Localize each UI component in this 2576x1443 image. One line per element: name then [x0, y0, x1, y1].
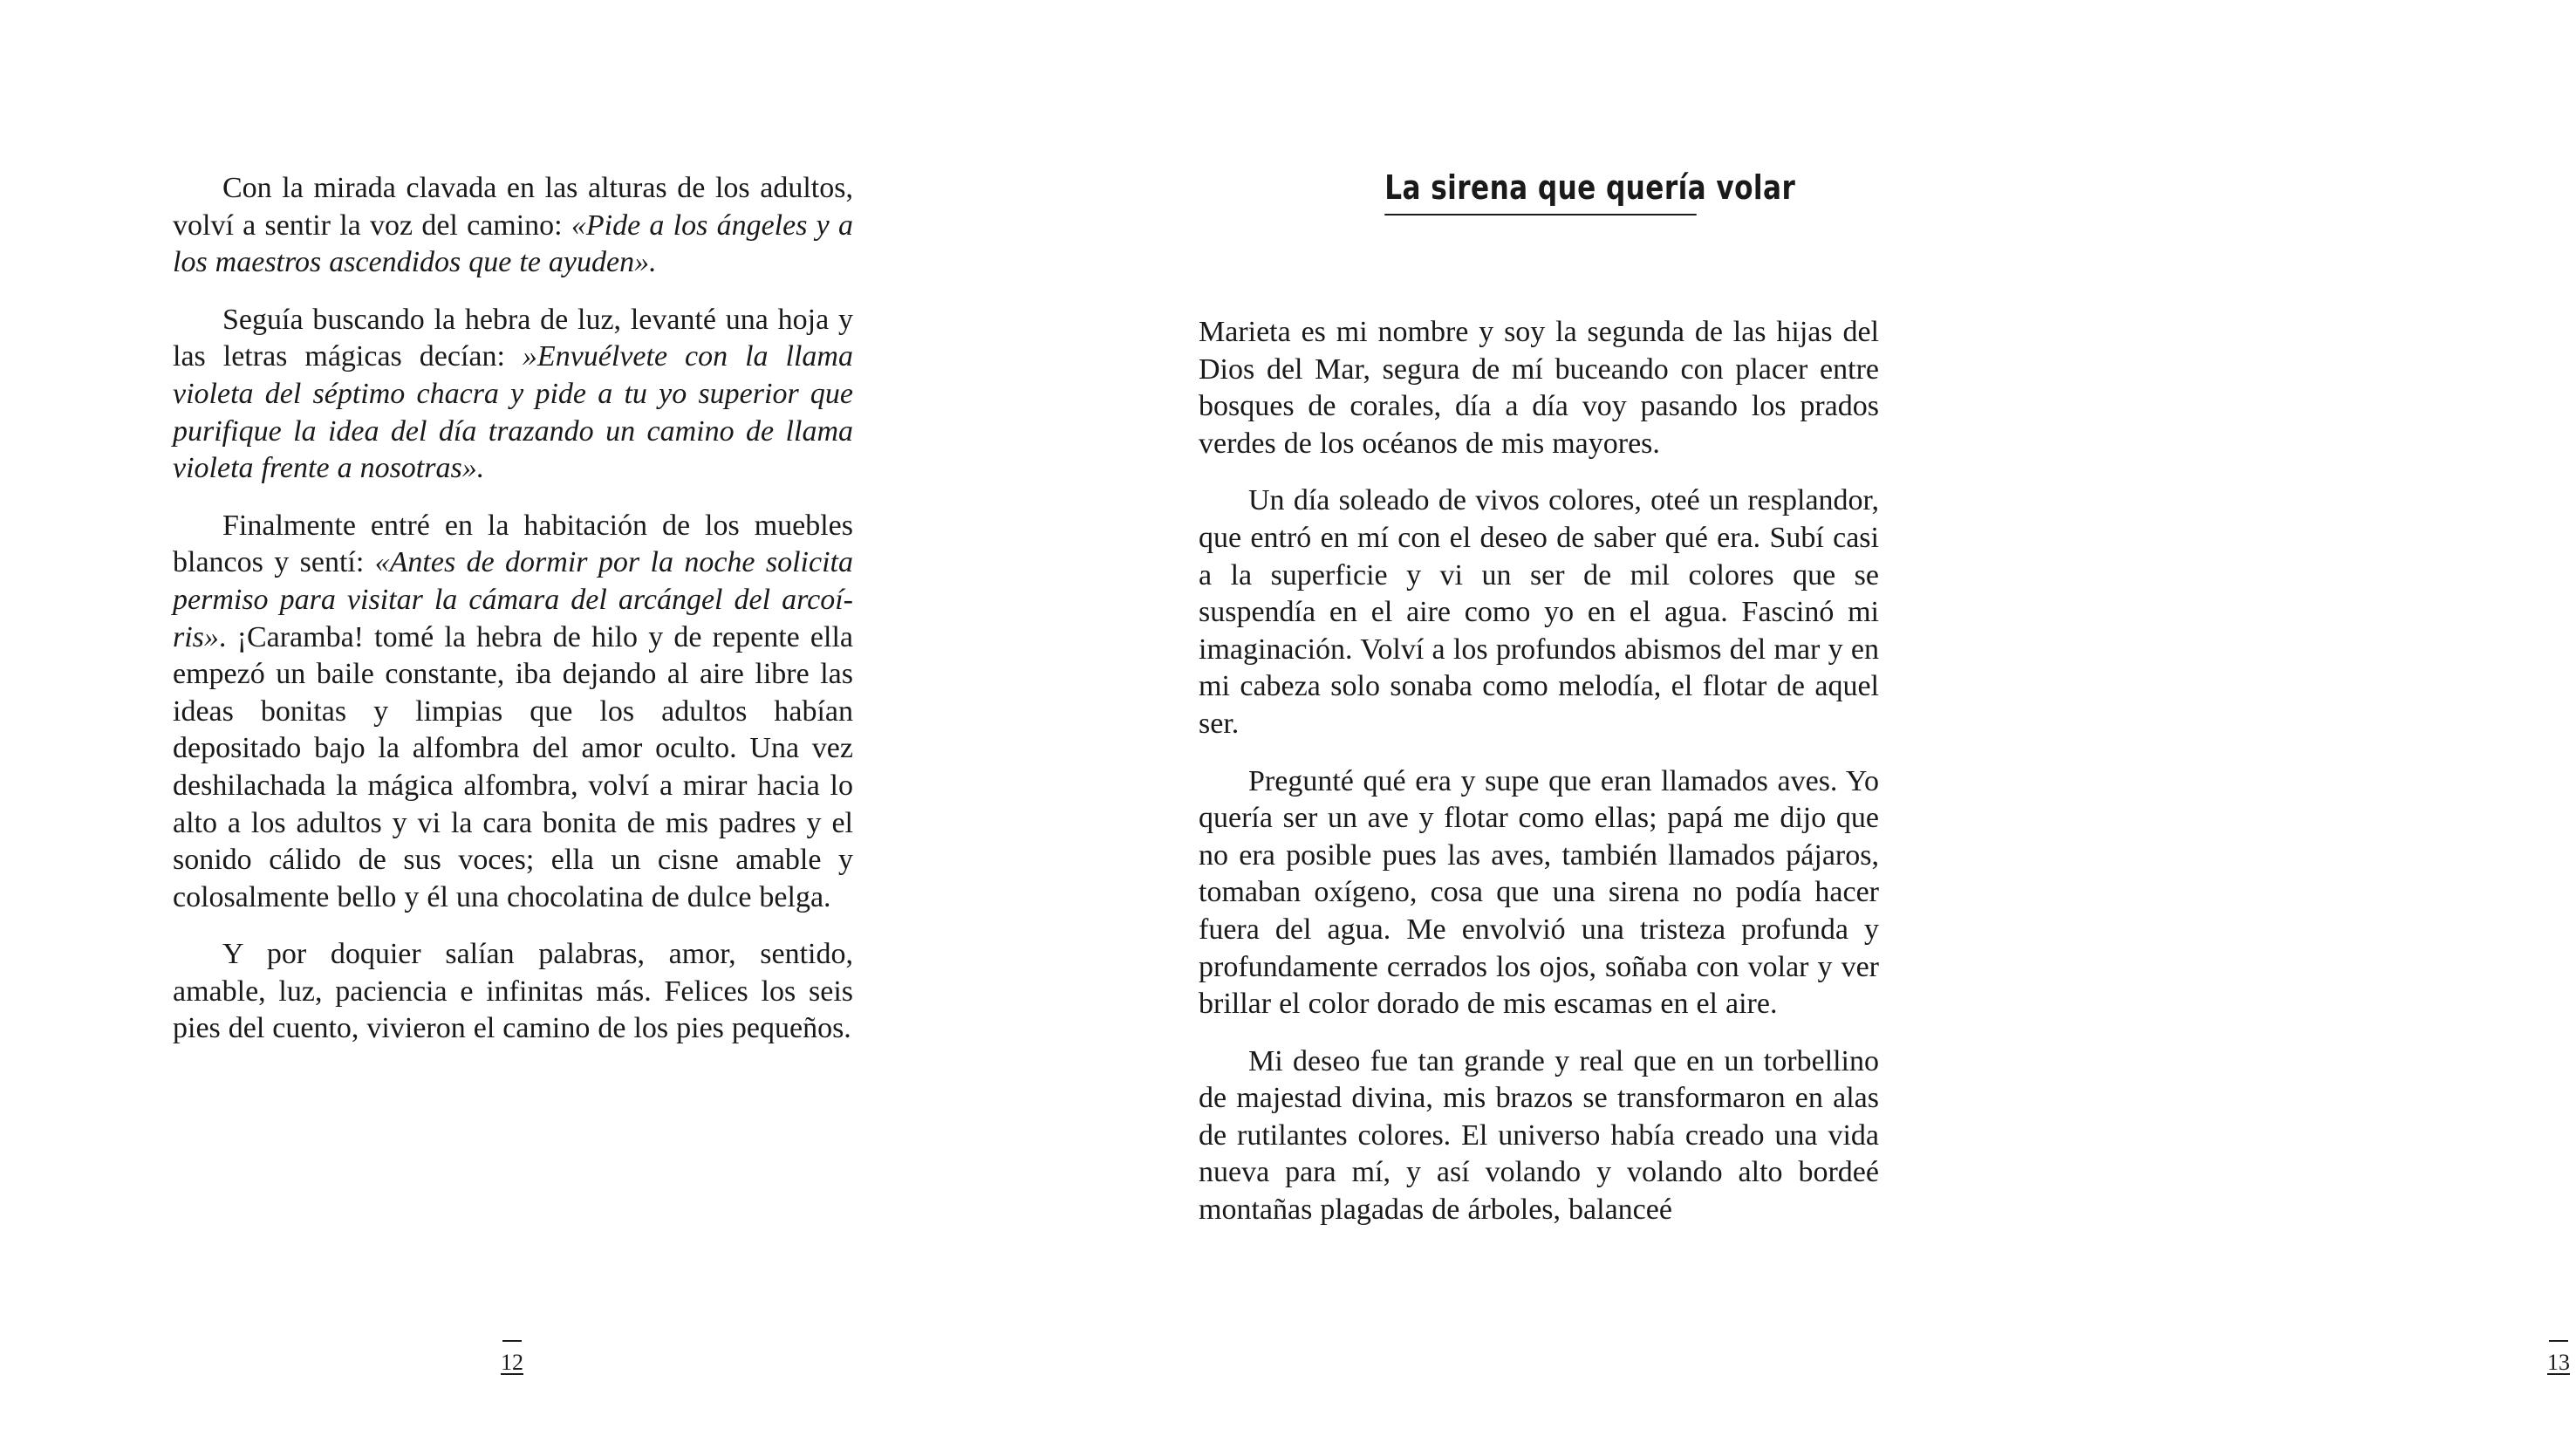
- paragraph: [173, 508, 853, 917]
- left-body-text: [173, 170, 853, 1068]
- paragraph: [173, 302, 853, 488]
- text-run: Y por doquier salían palabras, amor, sentido, amable, luz, paciencia e infinitas más. Felices los seis pies del cuento, vivieron el camino de los pies pequeños.: [173, 938, 853, 1045]
- page-number: [495, 1340, 530, 1376]
- text-run: Seguía buscando la hebra de luz, levanté una hoja y las letras mágicas decían:: [173, 303, 853, 373]
- paragraph: [1199, 763, 1879, 1023]
- folio-rule: [2549, 1340, 2568, 1342]
- right-body-text: [1199, 314, 1879, 1249]
- text-run: Con la mirada clavada en las alturas de los adultos, volví a sentir la voz del camino:: [173, 172, 853, 242]
- paragraph: [1199, 482, 1879, 742]
- text-run: Marieta es mi nombre y soy la segunda de las hijas del Dios del Mar, segura de mí buceando con placer entre bosques de corales, día a día voy pasando los prados verdes de los océanos de mis mayores.: [1199, 316, 1879, 460]
- text-run: Finalmente entré en la habitación de los muebles blancos y sentí:: [173, 509, 853, 579]
- paragraph: [1199, 314, 1879, 462]
- text-run: Mi deseo fue tan grande y real que en un torbellino de majestad divina, mis brazos se transformaron en alas de rutilantes colores. El universo había creado una vida nueva para mí, y así volando y volando alto bordeé montañas plagadas de árboles, balanceé: [1199, 1044, 1879, 1227]
- page-number: [2541, 1340, 2576, 1376]
- page-number-label: 12: [501, 1350, 523, 1375]
- paragraph: [173, 170, 853, 282]
- text-run: Un día soleado de vivos colores, oteé un resplandor, que entró en mí con el deseo de saber qué era. Subí casi a la superficie y vi un ser de mil colores que se suspendía en el aire como yo en el agua. Fascinó mi imaginación. Volví a los profundos abismos del mar y en mi cabeza solo sonaba como melodía, el flotar de aquel ser.: [1199, 484, 1879, 740]
- paragraph: [173, 936, 853, 1048]
- chapter-title: La sirena que quería volar: [1384, 168, 1697, 215]
- text-run: Pregunté qué era y supe que eran llamados aves. Yo quería ser un ave y flotar como ellas; papá me dijo que no era posible pues las aves, también llamados pájaros, tomaban oxígeno, cosa que una sirena no podía hacer fuera del agua. Me envolvió una tristeza profunda y profundamente cerrados los ojos, soñaba con volar y ver brillar el color dorado de mis escamas en el aire.: [1199, 764, 1879, 1021]
- left-page: [0, 0, 1016, 1443]
- page-number-label: 13: [2547, 1350, 2570, 1375]
- italic-quote: «Antes de dormir por la noche solicita permiso para visitar la cámara del arcángel del arcoíris»: [173, 546, 853, 653]
- folio-rule: [502, 1340, 522, 1342]
- paragraph: [1199, 1043, 1879, 1229]
- right-page: [1017, 0, 2570, 1443]
- italic-quote: »Envuélvete con la llama violeta del séptimo chacra y pide a tu yo superior que purifique la idea del día trazando un camino de llama violeta frente a nosotras».: [173, 340, 853, 485]
- italic-quote: «Pide a los ángeles y a los maestros ascendidos que te ayuden».: [173, 209, 853, 279]
- text-run: . ¡Caramba! tomé la hebra de hilo y de repente ella empezó un baile constante, iba dejando al aire libre las ideas bonitas y limpias que los adultos habían depositado bajo la alfombra del amor oculto. Una vez deshilachada la mágica alfombra, volví a mirar hacia lo alto a los adultos y vi la cara bonita de mis padres y el sonido cálido de sus voces; ella un cisne amable y colosalmente bello y él una chocolatina de dulce belga.: [173, 620, 853, 913]
